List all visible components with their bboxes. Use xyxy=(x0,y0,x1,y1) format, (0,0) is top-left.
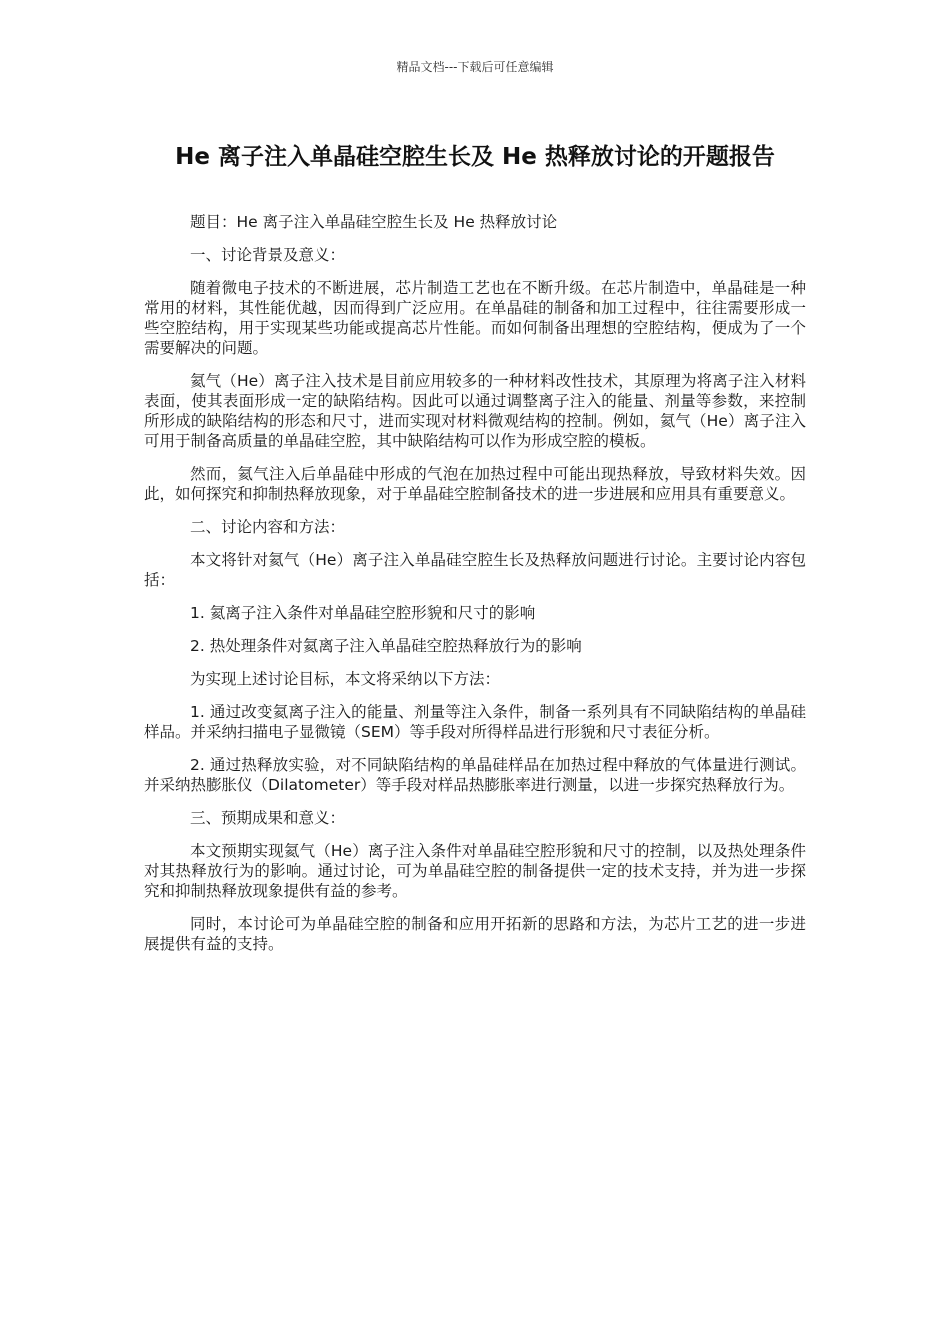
topic-line: 题目：He 离子注入单晶硅空腔生长及 He 热释放讨论 xyxy=(190,213,558,231)
body-paragraph: 为实现上述讨论目标，本文将采纳以下方法： xyxy=(190,670,501,688)
list-item: 2. 通过热释放实验，对不同缺陷结构的单晶硅样品在加热过程中释放的气体量进行测试。并采纳热膨胀仪（Dilatometer）等手段对样品热膨胀率进行测量，以进一步探究热释放行为。 xyxy=(144,756,806,794)
body-paragraph: 同时，本讨论可为单晶硅空腔的制备和应用开拓新的思路和方法，为芯片工艺的进一步进展提供有益的支持。 xyxy=(144,915,806,953)
section-heading-expected-results: 三、预期成果和意义： xyxy=(190,809,346,827)
body-paragraph: 随着微电子技术的不断进展，芯片制造工艺也在不断升级。在芯片制造中，单晶硅是一种常用的材料，其性能优越，因而得到广泛应用。在单晶硅的制备和加工过程中，往往需要形成一些空腔结构，用于实现某些功能或提高芯片性能。而如何制备出理想的空腔结构，便成为了一个需要解决的问题。 xyxy=(144,279,806,357)
body-paragraph: 氦气（He）离子注入技术是目前应用较多的一种材料改性技术，其原理为将离子注入材料表面，使其表面形成一定的缺陷结构。因此可以通过调整离子注入的能量、剂量等参数，来控制所形成的缺陷结构的形态和尺寸，进而实现对材料微观结构的控制。例如，氦气（He）离子注入可用于制备高质量的单晶硅空腔，其中缺陷结构可以作为形成空腔的模板。 xyxy=(144,372,806,450)
header-note: 精品文档---下载后可任意编辑 xyxy=(396,60,554,74)
list-item: 1. 氦离子注入条件对单晶硅空腔形貌和尺寸的影响 xyxy=(190,604,536,622)
body-paragraph: 然而，氦气注入后单晶硅中形成的气泡在加热过程中可能出现热释放，导致材料失效。因此，如何探究和抑制热释放现象，对于单晶硅空腔制备技术的进一步进展和应用具有重要意义。 xyxy=(144,465,806,503)
document-body xyxy=(144,212,806,967)
body-paragraph: 本文预期实现氦气（He）离子注入条件对单晶硅空腔形貌和尺寸的控制，以及热处理条件对其热释放行为的影响。通过讨论，可为单晶硅空腔的制备提供一定的技术支持，并为进一步探究和抑制热释放现象提供有益的参考。 xyxy=(144,842,806,900)
body-paragraph: 本文将针对氦气（He）离子注入单晶硅空腔生长及热释放问题进行讨论。主要讨论内容包括： xyxy=(144,551,806,589)
section-heading-content-methods: 二、讨论内容和方法： xyxy=(190,518,346,536)
list-item: 2. 热处理条件对氦离子注入单晶硅空腔热释放行为的影响 xyxy=(190,637,582,655)
list-item: 1. 通过改变氦离子注入的能量、剂量等注入条件，制备一系列具有不同缺陷结构的单晶硅样品。并采纳扫描电子显微镜（SEM）等手段对所得样品进行形貌和尺寸表征分析。 xyxy=(144,703,806,741)
document-title: He 离子注入单晶硅空腔生长及 He 热释放讨论的开题报告 xyxy=(175,144,775,170)
section-heading-background: 一、讨论背景及意义： xyxy=(190,246,346,264)
